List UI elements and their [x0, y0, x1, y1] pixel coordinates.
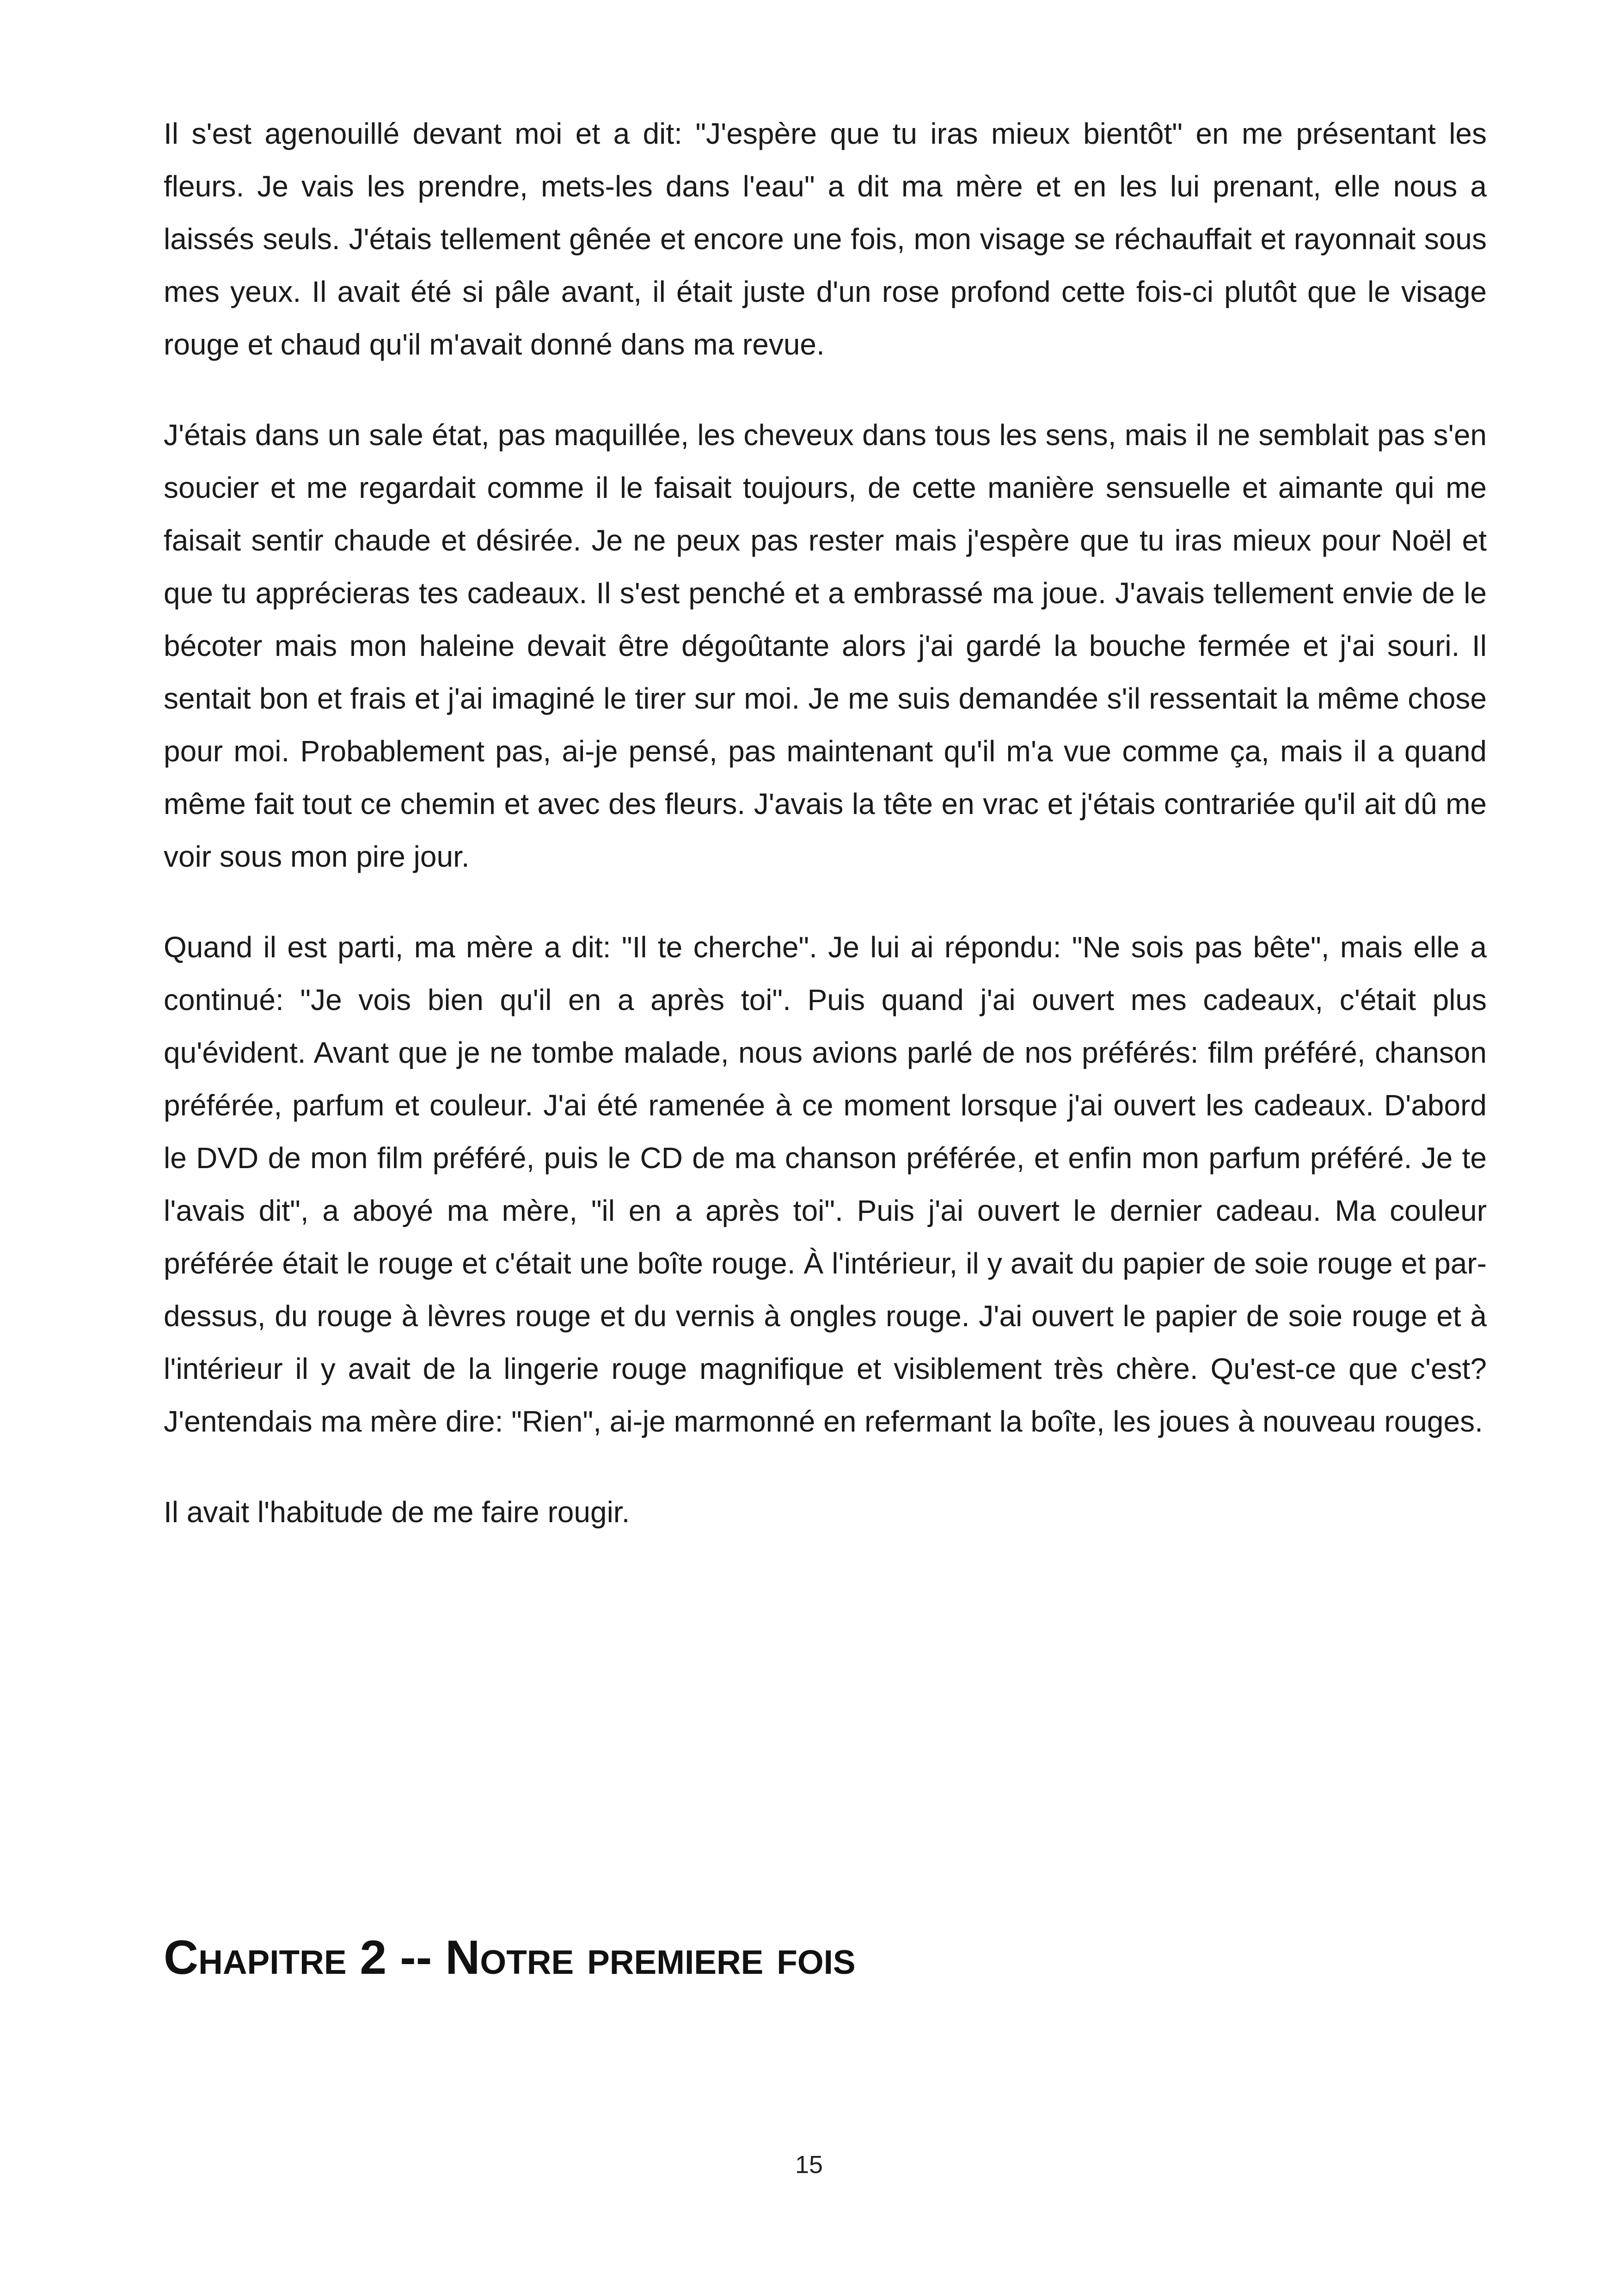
paragraph-1: Il s'est agenouillé devant moi et a dit: "J'espère que tu iras mieux bientôt" en me présentant les fleurs. Je vais les prendre, mets-les dans l'eau" a dit ma mère et en les lui prenant, elle nous a laissés seuls. J'étais tellement gênée et encore une fois, mon visage se réchauffait et rayonnait sous mes yeux. Il avait été si pâle avant, il était juste d'un rose profond cette fois-ci plutôt que le visage rouge et chaud qu'il m'avait donné dans ma revue.	[164, 117, 1487, 361]
paragraph-2: J'étais dans un sale état, pas maquillée, les cheveux dans tous les sens, mais il ne semblait pas s'en soucier et me regardait comme il le faisait toujours, de cette manière sensuelle et aimante qui me faisait sentir chaude et désirée. Je ne peux pas rester mais j'espère que tu iras mieux pour Noël et que tu apprécieras tes cadeaux. Il s'est penché et a embrassé ma joue. J'avais tellement envie de le bécoter mais mon haleine devait être dégoûtante alors j'ai gardé la bouche fermée et j'ai souri. Il sentait bon et frais et j'ai imaginé le tirer sur moi. Je me suis demandée s'il ressentait la même chose pour moi. Probablement pas, ai-je pensé, pas maintenant qu'il m'a vue comme ça, mais il a quand même fait tout ce chemin et avec des fleurs. J'avais la tête en vrac et j'étais contrariée qu'il ait dû me voir sous mon pire jour.	[164, 418, 1487, 873]
paragraph-3: Quand il est parti, ma mère a dit: "Il te cherche". Je lui ai répondu: "Ne sois pas bête", mais elle a continué: "Je vois bien qu'il en a après toi". Puis quand j'ai ouvert mes cadeaux, c'était plus qu'évident. Avant que je ne tombe malade, nous avions parlé de nos préférés: film préféré, chanson préférée, parfum et couleur. J'ai été ramenée à ce moment lorsque j'ai ouvert les cadeaux. D'abord le DVD de mon film préféré, puis le CD de ma chanson préférée, et enfin mon parfum préféré. Je te l'avais dit", a aboyé ma mère, "il en a après toi". Puis j'ai ouvert le dernier cadeau. Ma couleur préférée était le rouge et c'était une boîte rouge. À l'intérieur, il y avait du papier de soie rouge et par-dessus, du rouge à lèvres rouge et du vernis à ongles rouge. J'ai ouvert le papier de soie rouge et à l'intérieur il y avait de la lingerie rouge magnifique et visiblement très chère. Qu'est-ce que c'est? J'entendais ma mère dire: "Rien", ai-je marmonné en refermant la boîte, les joues à nouveau rouges.	[164, 931, 1487, 1438]
chapter-heading: Chapitre 2 -- Notre premiere fois	[164, 1931, 856, 1984]
body-text	[164, 107, 1487, 1538]
page-number: 15	[795, 2151, 823, 2179]
paragraph-4: Il avait l'habitude de me faire rougir.	[164, 1495, 630, 1529]
